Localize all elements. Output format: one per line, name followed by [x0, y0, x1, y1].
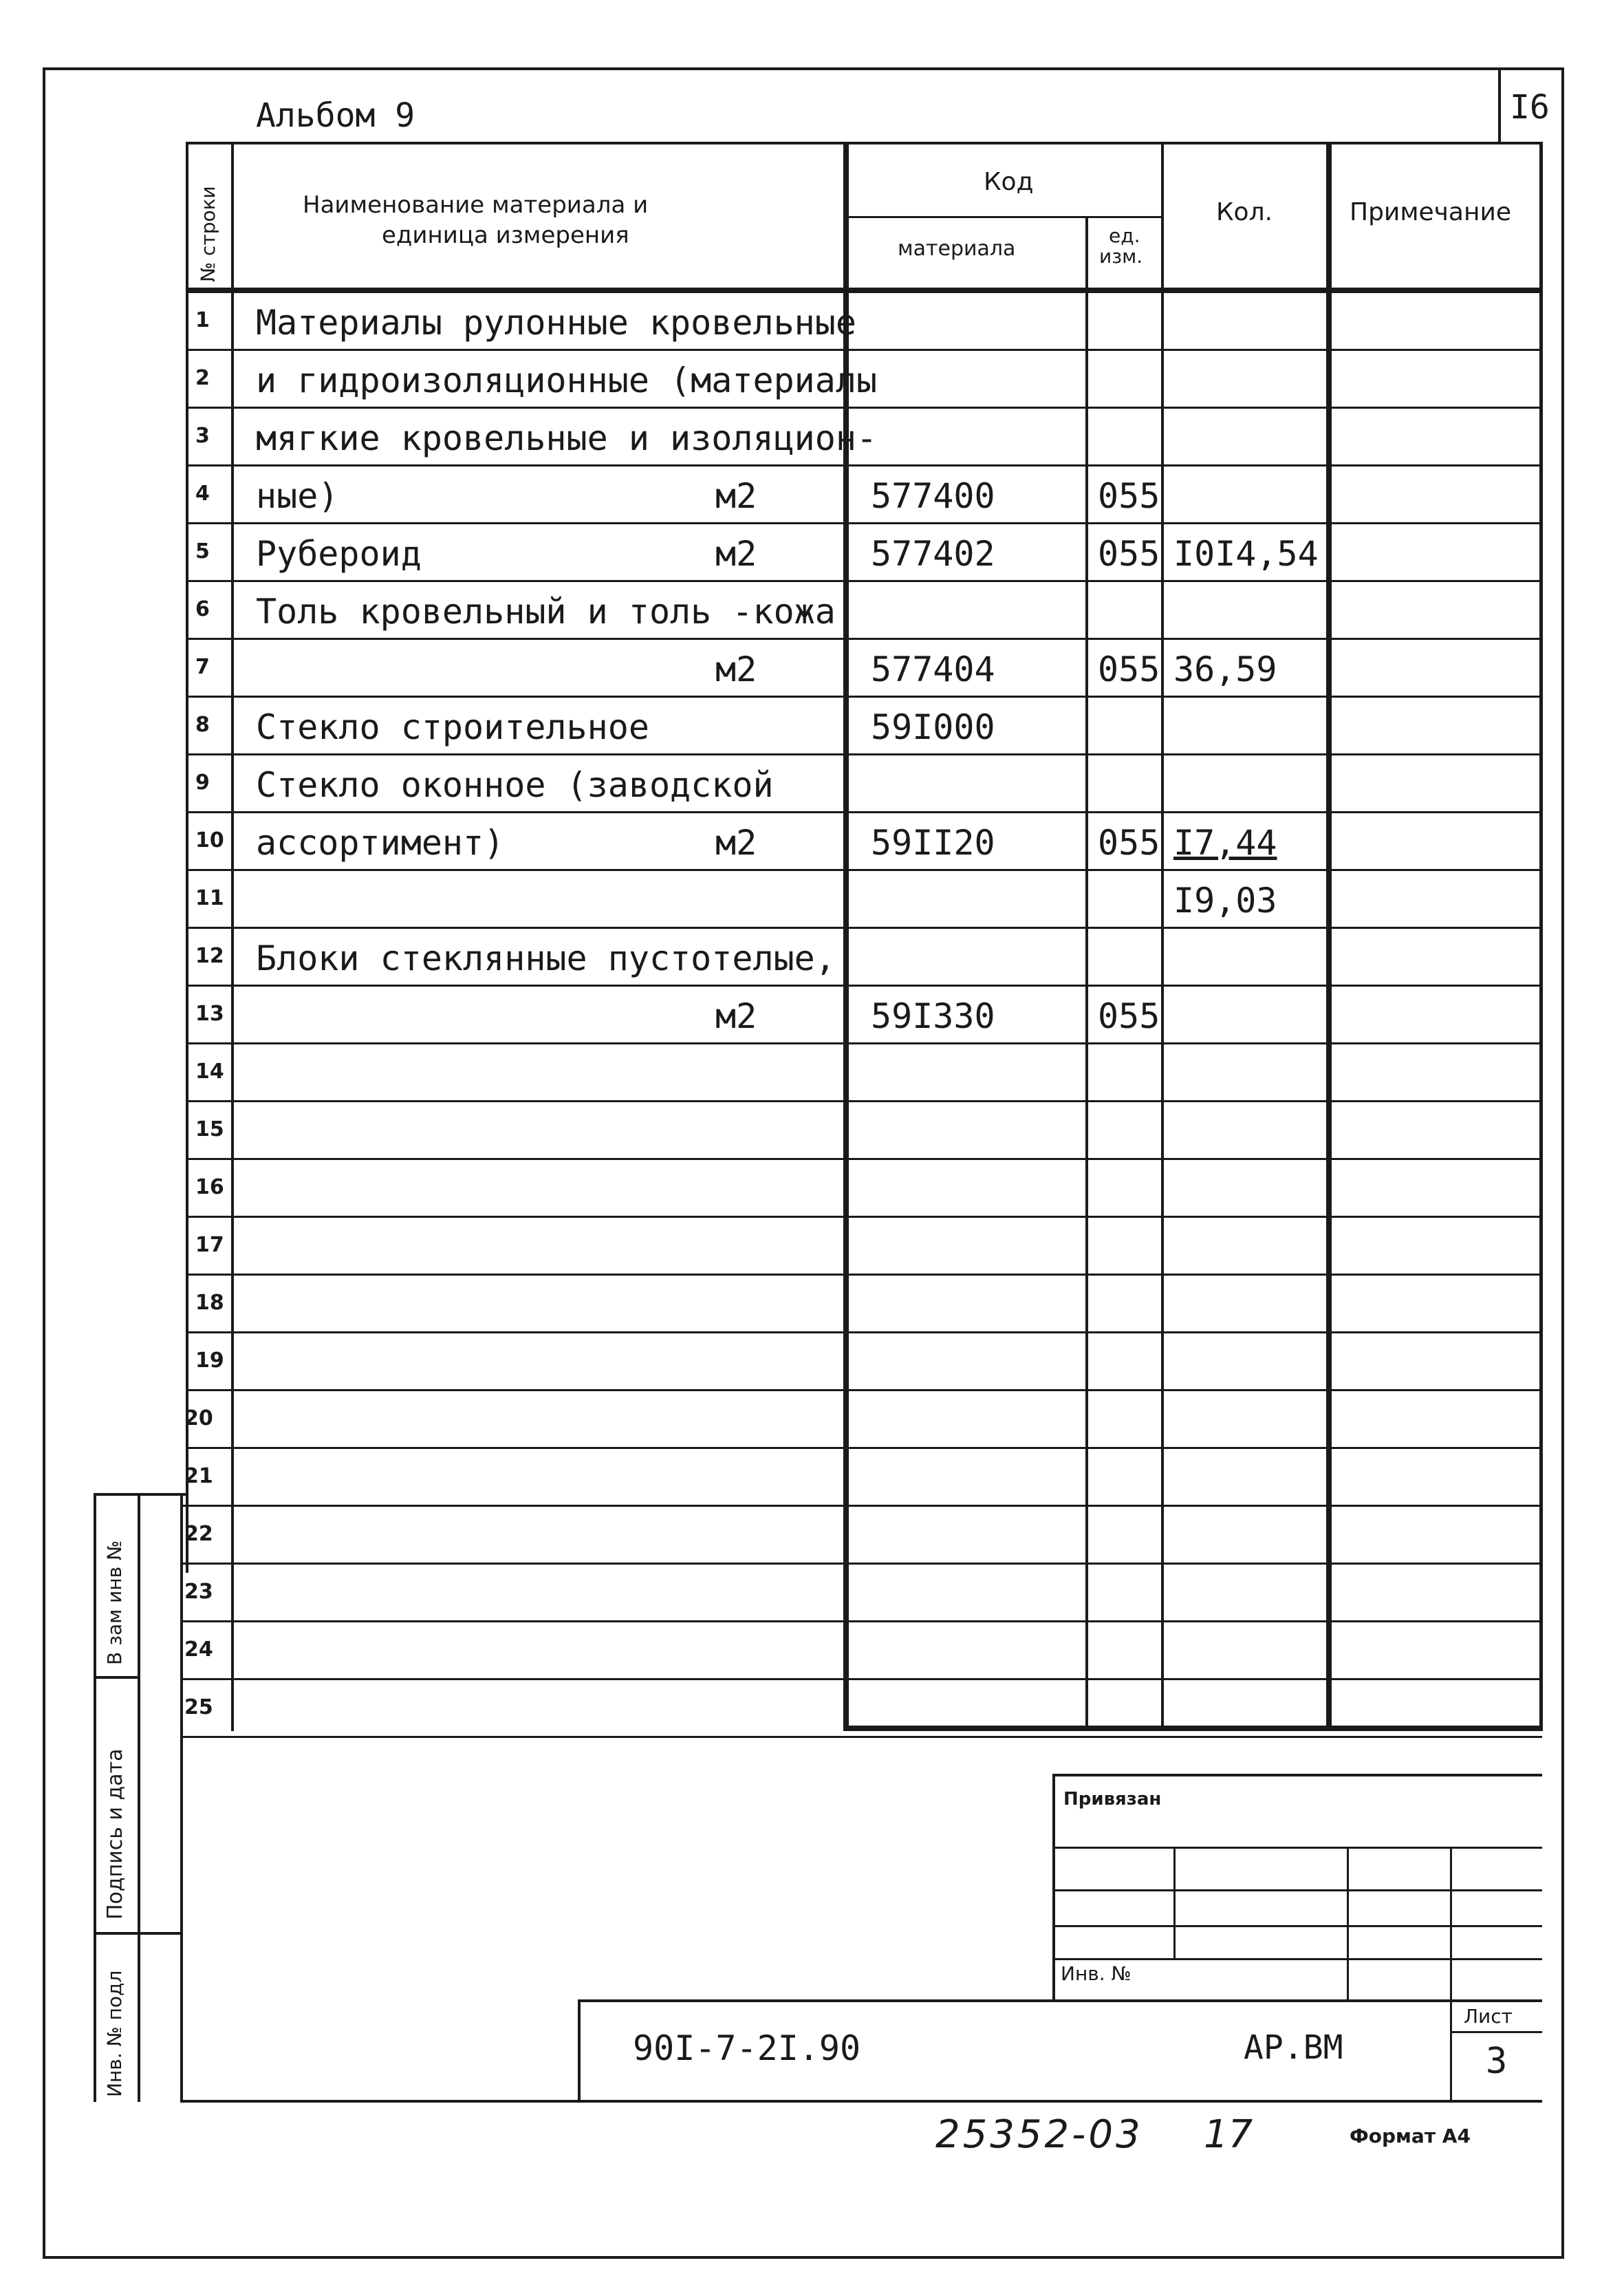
material-name: Материалы рулонные кровельные	[256, 303, 856, 343]
material-code: 59II20	[871, 823, 995, 863]
material-code: 59I330	[871, 996, 995, 1036]
material-code: 577404	[871, 649, 995, 689]
document-code: 90I-7-2I.90	[633, 2028, 861, 2068]
unit-code: 055	[1098, 534, 1160, 574]
unit-code: 055	[1098, 996, 1160, 1036]
row-number: 2	[195, 366, 210, 390]
row-number: 13	[195, 1002, 224, 1026]
row-number: 7	[195, 655, 210, 679]
material-name: Рубероид	[256, 534, 422, 574]
row-number: 21	[184, 1464, 213, 1488]
name-header-line1: Наименование материала и	[303, 191, 649, 219]
row-number: 15	[195, 1117, 224, 1141]
row-number: 24	[184, 1638, 213, 1662]
footer-page: 17	[1204, 2112, 1253, 2157]
album-title: Альбом 9	[256, 96, 415, 135]
material-code: 577400	[871, 476, 995, 516]
unit: м2	[715, 649, 757, 689]
qty-header: Кол.	[1216, 198, 1273, 226]
row-number: 4	[195, 482, 210, 506]
material-name: Стекло оконное (заводской	[256, 765, 774, 805]
document-mark: АР.ВМ	[1244, 2028, 1343, 2067]
replace-inv-label: В зам инв №	[103, 1540, 126, 1665]
sheet-number: 3	[1486, 2041, 1508, 2082]
material-name: Стекло строительное	[256, 707, 649, 747]
unit: м2	[715, 476, 757, 516]
material-code: 577402	[871, 534, 995, 574]
material-name: Блоки стеклянные пустотелые,	[256, 938, 836, 978]
material-name: и гидроизоляционные (материалы	[256, 361, 878, 400]
quantity: I7,44	[1173, 823, 1277, 863]
row-number: 18	[195, 1291, 224, 1315]
row-number: 20	[184, 1406, 213, 1430]
quantity: 36,59	[1173, 649, 1277, 689]
row-number: 1	[195, 308, 210, 332]
inv-orig-label: Инв. № подл	[103, 1970, 126, 2097]
row-number-header: № строки	[197, 186, 219, 282]
row-number: 22	[184, 1522, 213, 1546]
code-header: Код	[984, 168, 1034, 196]
code-material-header: материала	[898, 237, 1016, 261]
material-name: Толь кровельный и толь -кожа	[256, 592, 836, 632]
row-number: 23	[184, 1580, 213, 1604]
row-number: 10	[195, 828, 224, 852]
row-number: 8	[195, 713, 210, 737]
row-number: 12	[195, 944, 224, 968]
row-number: 3	[195, 424, 210, 448]
quantity: I9,03	[1173, 881, 1277, 921]
material-name: мягкие кровельные и изоляцион-	[256, 418, 878, 458]
row-number: 25	[184, 1695, 213, 1719]
code-unit-header-2: изм.	[1099, 245, 1143, 268]
unit: м2	[715, 534, 757, 574]
material-code: 59I000	[871, 707, 995, 747]
unit-code: 055	[1098, 823, 1160, 863]
format-label: Формат А4	[1350, 2125, 1471, 2147]
sign-date-label: Подпись и дата	[103, 1748, 127, 1920]
name-header-line2: единица измерения	[382, 222, 629, 249]
material-name: ные)	[256, 476, 339, 516]
row-number: 16	[195, 1175, 224, 1199]
note-header: Примечание	[1350, 198, 1512, 226]
row-number: 17	[195, 1233, 224, 1257]
row-number: 5	[195, 539, 210, 563]
sheet-label: Лист	[1464, 2005, 1513, 2028]
page-number: I6	[1510, 88, 1550, 127]
code-unit-header-1: ед.	[1109, 224, 1140, 247]
row-number: 11	[195, 886, 224, 910]
row-number: 19	[195, 1349, 224, 1373]
unit-code: 055	[1098, 649, 1160, 689]
row-number: 9	[195, 771, 210, 795]
row-number: 14	[195, 1060, 224, 1084]
unit: м2	[715, 823, 757, 863]
unit: м2	[715, 996, 757, 1036]
unit-code: 055	[1098, 476, 1160, 516]
row-number: 6	[195, 597, 210, 621]
footer-stamp: 25352-03	[935, 2112, 1143, 2157]
material-name: ассортимент)	[256, 823, 505, 863]
linked-label: Привязан	[1063, 1789, 1162, 1810]
quantity: I0I4,54	[1173, 534, 1319, 574]
inv-number-label: Инв. №	[1061, 1962, 1132, 1985]
